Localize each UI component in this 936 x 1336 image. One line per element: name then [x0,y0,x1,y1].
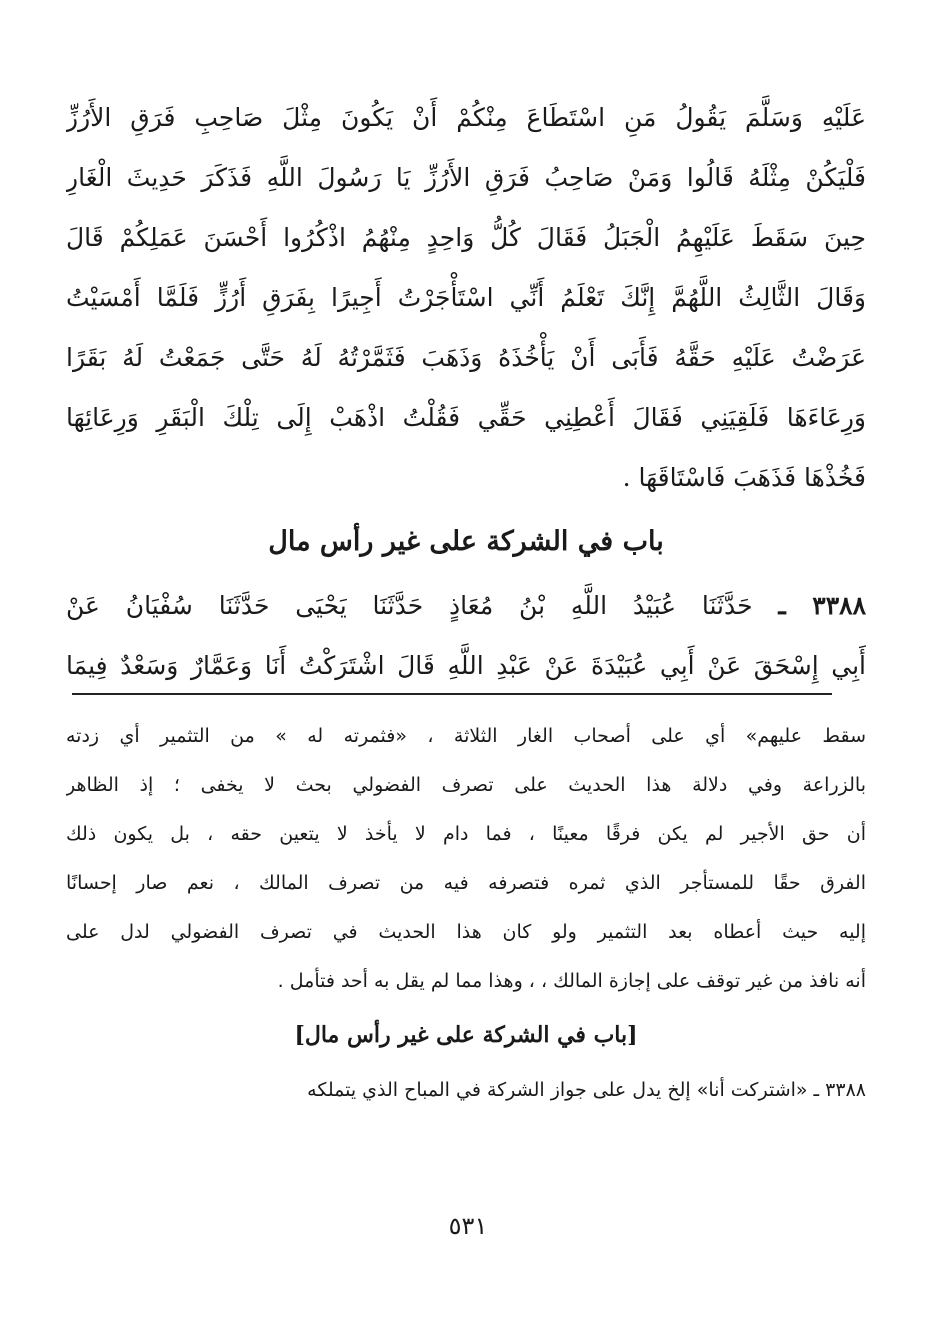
commentary-chapter-title: [باب في الشركة على غير رأس مال] [294,1022,638,1048]
hadith-text: حَدَّثَنَا عُبَيْدُ اللَّهِ بْنُ مُعَاذٍ حَدَّثَنَا يَحْيَى حَدَّثَنَا سُفْيَانُ عَنْ [66,591,753,620]
main-text-line: عَلَيْهِ وَسَلَّمَ يَقُولُ مَنِ اسْتَطَاعَ مِنْكُمْ أَنْ يَكُونَ مِثْلَ صَاحِبِ فَرَقِ الأَرُزِّ [66,103,866,132]
hadith-line: أَبِي إِسْحَقَ عَنْ أَبِي عُبَيْدَةَ عَنْ عَبْدِ اللَّهِ قَالَ اشْتَرَكْتُ أَنَا وَعَمَّارٌ وَسَعْدٌ فِيمَا [66,651,866,680]
commentary-block [66,712,866,1116]
chapter-title: باب في الشركة على غير رأس مال [268,526,664,557]
commentary-line: إليه حيث أعطاه بعد التثمير ولو كان هذا الحديث في تصرف الفضولي لدل على [66,921,866,943]
main-text-line: وَقَالَ الثَّالِثُ اللَّهُمَّ إِنَّكَ تَعْلَمُ أَنِّي اسْتَأْجَرْتُ أَجِيرًا بِفَرَقِ أَرُزٍّ فَلَمَّا أَمْسَيْتُ [66,283,866,312]
hadith-number: ٣٣٨٨ ـ [778,591,866,620]
commentary-line: الفرق حقًا للمستأجر الذي ثمره فتصرفه فيه من تصرف المالك ، نعم صار إحسانًا [66,872,866,894]
main-text-line: فَلْيَكُنْ مِثْلَهُ قَالُوا وَمَنْ صَاحِبُ فَرَقِ الأَرُزِّ يَا رَسُولَ اللَّهِ فَذَكَرَ حَدِيثَ الْغَارِ [66,163,866,192]
main-text-block [66,88,866,696]
page-number: ٥٣١ [448,1212,488,1240]
hadith-line [66,576,866,636]
commentary-hadith-note: ٣٣٨٨ ـ «اشتركت أنا» إلخ يدل على جواز الشركة في المباح الذي يتملكه [307,1079,866,1101]
main-text-line: عَرَضْتُ عَلَيْهِ حَقَّهُ فَأَبَى أَنْ يَأْخُذَهُ وَذَهَبَ فَثَمَّرْتُهُ لَهُ حَتَّى جَمَعْتُ لَهُ بَقَرًا [66,343,866,372]
commentary-line: بالزراعة وفي دلالة هذا الحديث على تصرف الفضولي بحث لا يخفى ؛ إذ الظاهر [66,774,866,796]
commentary-line: سقط عليهم» أي على أصحاب الغار الثلاثة ، «فثمرته له » من التثمير أي زدته [66,725,866,747]
main-text-line: وَرِعَاءَهَا فَلَقِيَنِي فَقَالَ أَعْطِنِي حَقِّي فَقُلْتُ اذْهَبْ إِلَى تِلْكَ الْبَقَرِ وَرِعَائِهَا [66,403,866,432]
main-text-line: فَخُذْهَا فَذَهَبَ فَاسْتَاقَهَا . [622,463,866,492]
footnote-divider [72,693,832,695]
commentary-line: أن حق الأجير لم يكن فرقًا معينًا ، فما دام لا يأخذ لا يتعين حقه ، بل يكون ذلك [66,823,866,845]
commentary-line: أنه نافذ من غير توقف على إجازة المالك ، ، وهذا مما لم يقل به أحد فتأمل . [277,970,866,992]
main-text-line: حِينَ سَقَطَ عَلَيْهِمُ الْجَبَلُ فَقَالَ كُلُّ وَاحِدٍ مِنْهُمُ اذْكُرُوا أَحْسَنَ عَمَلِكُمْ قَالَ [66,223,866,252]
